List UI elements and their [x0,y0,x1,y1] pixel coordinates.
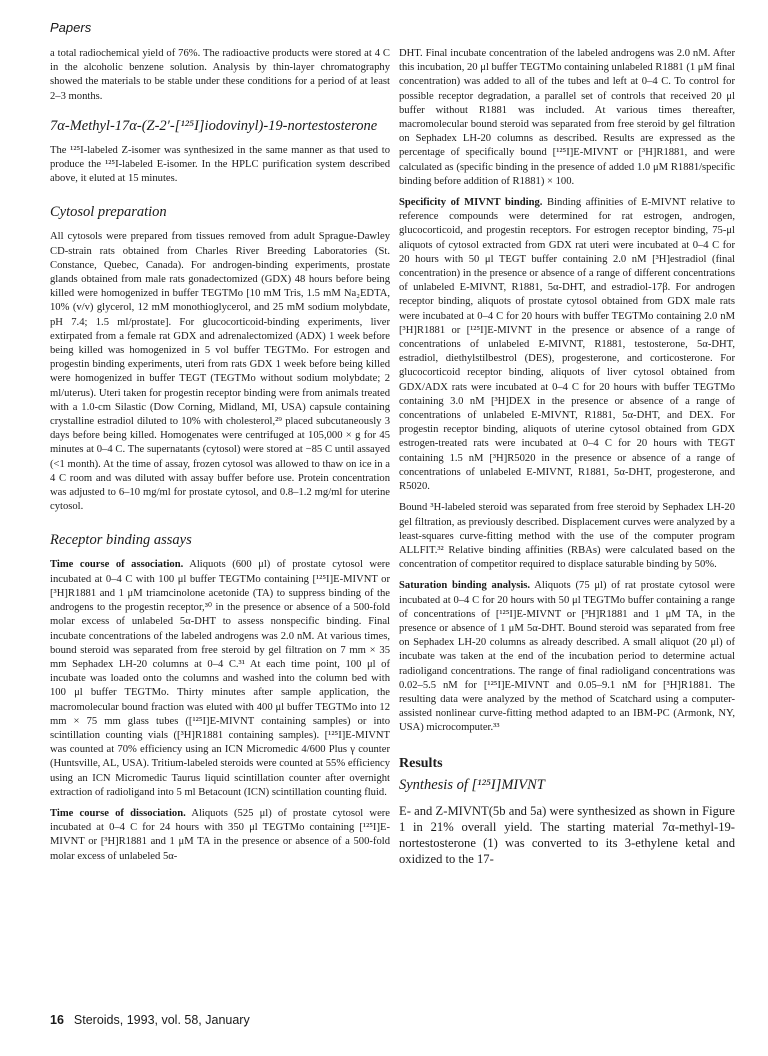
paragraph-cytosol: All cytosols were prepared from tissues removed from adult Sprague-Dawley CD-strain rats obtained from Charles River Breeding Laboratories (St. Constance, Quebec, Canada). For androgen-binding experiments, prostate glands obtained from male rats gonadectomized (GDX) 48 hours before being killed were homogenized in buffer TEGTMo [10 mM Tris, 1.5 mM Na₂EDTA, 10% (v/v) glycerol, 12 mM monothioglycerol, and 25 mM sodium molybdate, pH 7.4; 1.5 ml/prostate]. For glucocorticoid-binding experiments, liver extirpated from a female rat GDX and adrenalectomized (ADX) 1 week before being killed was homogenized in 5 vol buffer TEGTMo. For estrogen and progestin binding experiments, uteri from rats GDX 1 week before being killed were homogenized in buffer TEGT (TEGTMo without sodium molybdate; 2 ml/uterus). Uteri taken for progestin receptor binding were from animals treated with a 1.0-cm Silastic (Dow Corning, Midland, MI, USA) capsule containing crystalline estradiol diluted to 10% with cholesterol,²⁹ placed subcutaneously 3 days before being killed. Homogenates were centrifuged at 105,000 × g for 45 minutes at 0–4 C. The supernatants (cytosol) were stored at −85 C until assayed (<1 month). At the time of assay, frozen cytosol was allowed to thaw on ice in a 4 C room and was diluted with assay buffer before use. Protein concentration was adjusted to 6–10 mg/ml for prostate cytosol, and 0.8–1.2 mg/ml for uterine cytosol. [50,231,390,513]
runin-saturation: Saturation binding analysis. [399,580,531,592]
paragraph-dissociation [50,807,390,864]
heading-receptor-binding: Receptor binding assays [50,532,192,549]
heading-synthesis: Synthesis of [¹²⁵I]MIVNT [399,776,545,793]
heading-results: Results [399,755,443,771]
paragraph-saturation [399,579,735,735]
heading-compound: 7α-Methyl-17α-(Z-2′-[¹²⁵I]iodovinyl)-19-nortestosterone [50,117,378,134]
text-specificity: Binding affinities of E-MIVNT relative to reference compounds were determined for rat estrogen, androgen, glucocorticoid, and progestin receptors. For estrogen receptor binding, 75-μl aliquots of cytosol extracted from GDX rat uteri were incubated at 0–4 C for 20 hours with 50 μl TEGT buffer containing 2.0 nM [³H]estradiol (final concentration) in the presence or absence of a range of different concentrations of unlabeled E-MIVNT, R1881, 5α-DHT, and estradiol-17β. For androgen receptor binding, aliquots of prostate cytosol obtained from GDX male rats were incubated at 0–4 C for 20 hours with buffer TEGTMo containing 2.0 nM [³H]R1881 or [¹²⁵I]E-MIVNT in the presence or absence of a range of concentrations of unlabeled E-MIVNT, R1881, testosterone, 5α-DHT, estradiol, diethylstilbestrol (DES), progesterone, and corticosterone. For glucocorticoid receptor binding, aliquots of liver cytosol obtained from GDX/ADX rats were incubated at 0–4 C for 20 hours with buffer TEGTMo containing 3.0 nM [³H]DEX in the presence or absence of a range of concentrations of unlabeled E-MIVNT, R1881, 5α-DHT, and DEX. For progestin receptor binding, aliquots of uterine cytosol obtained from GDX estrogen-treated rats were incubated at 0–4 C for 20 hours with TEGT containing 1.5 nM [³H]R5020 in the presence or absence of a range of concentrations of unlabeled E-MIVNT, R1881, 5α-DHT, progesterone, and R5020. [399,197,736,493]
left-column [50,47,390,871]
runin-association: Time course of association. [50,559,184,571]
page-number: 16 [50,1013,64,1027]
journal-section-header: Papers [50,20,92,35]
paragraph-intro: a total radiochemical yield of 76%. The radioactive products were stored at 4 C in the alcoholic benzene solution. Analysis by thin-layer chromatography showed the materials to be stable under these conditions for a period of at least 2–3 months. [50,48,390,102]
paragraph-continue: DHT. Final incubate concentration of the labeled androgens was 2.0 nM. After this incubation, 20 μl buffer TEGTMo containing unlabeled R1881 (1 μM final concentration) was added to all of the tubes and left at 0–4 C. To control for possible receptor degradation, a parallel set of controls that received 20 μl buffer without R1881 was included. At various times thereafter, macromolecular bound steroid was separated from free steroid by gel filtration on Sephadex LH-20 columns as described. Results are expressed as the percentage of specifically bound [¹²⁵I]E-MIVNT or [³H]R1881, and were calculated as (specific binding in the presence of added 1.0 μM R1881/specific binding before addition of R1881) × 100. [399,48,735,187]
page-footer [50,1013,250,1027]
text-dissociation: Aliquots (525 μl) of prostate cytosol were incubated at 0–4 C for 24 hours with 350 μl TEGTMo containing [¹²⁵I]E-MIVNT or [³H]R1881 and 1 μM TA in the presence or absence of a 500-fold molar excess of unlabeled 5α- [50,807,390,862]
runin-dissociation: Time course of dissociation. [50,807,186,819]
paragraph-results: E- and Z-MIVNT(5b and 5a) were synthesized as shown in Figure 1 in 21% overall yield. The starting material 7α-methyl-19-nortestosterone (1) was converted to its 3-ethylene ketal and oxidized to the 17- [399,803,735,867]
paragraph-association [50,558,390,799]
paragraph-compound: The ¹²⁵I-labeled Z-isomer was synthesized in the same manner as that used to produce the ¹²⁵I-labeled E-isomer. In the HPLC purification system described above, it eluted at 15 minutes. [50,144,390,185]
right-column [399,47,735,874]
paragraph-bound: Bound ³H-labeled steroid was separated from free steroid by Sephadex LH-20 gel filtration, as previously described. Displacement curves were analyzed by a least-squares curve-fitting method with the use of the computer program ALLFIT.³² Relative binding affinities (RBAs) were calculated based on the concentration of competitor required to displace saturable binding by 50%. [399,502,735,571]
heading-cytosol-preparation: Cytosol preparation [50,204,167,221]
runin-specificity: Specificity of MIVNT binding. [399,197,543,209]
text-association: Aliquots (600 μl) of prostate cytosol were incubated at 0–4 C with 100 μl buffer TEGTMo containing [¹²⁵I]E-MIVNT or [³H]R1881 and 1 μM triamcinolone acetonide (TA) to suppress binding of the androgens to the progestin receptor,³⁰ in the presence or absence of a 500-fold molar excess of unlabeled 5α-DHT to assess nonspecific binding. Final incubate concentrations of the labeled androgens was 2.0 nM. At various times, bound steroid was separated from free steroid by gel filtration on 7 mm × 35 mm Sephadex LH-20 columns at 0–4 C.³¹ At each time point, 100 μl of incubate was loaded onto the columns and washed into the column bed with 100 μl buffer TEGTMo. Thirty minutes after sample application, the macromolecular bound fraction was eluted with 400 μl buffer TEGTMo into 12 mm × 75 mm glass tubes ([¹²⁵I]E-MIVNT containing samples) or into scintillation counting vials ([³H]R1881 containing samples). [¹²⁵I]E-MIVNT was counted at 70% efficiency using an ICN Micromedic 4/600 Plus γ counter (Huntsville, AL, USA). Tritium-labeled steroids were counted at 55% efficiency using an ICN Micromedic Taurus liquid scintillation counter after overnight extraction of radioligand into 5 ml Betacount (ICN) scintillation counting fluid. [50,559,390,798]
journal-citation: Steroids, 1993, vol. 58, January [73,1013,250,1027]
text-saturation: Aliquots (75 μl) of rat prostate cytosol were incubated at 0–4 C for 20 hours with 50 μl TEGTMo buffer containing a range of concentrations of [¹²⁵I]E-MIVNT or [³H]R1881 and 1 μM TA, in the presence or absence of 1 μM 5α-DHT. Bound steroid was separated from free on Sephadex LH-20 columns as already described. A small aliquot (20 μl) of incubate was taken at the end of the incubation period to determine actual radioligand concentrations. The range of final radioligand concentrations was 0.02–5.5 nM for [¹²⁵I]E-MIVNT and 0.05–9.1 nM for [³H]R1881. The resulting data were analyzed by the method of Scatchard using a computer-assisted nonlinear curve-fitting method adapted to an IBM-PC (Armonk, NY, USA) microcomputer.³³ [399,580,735,734]
paragraph-specificity [399,196,735,494]
